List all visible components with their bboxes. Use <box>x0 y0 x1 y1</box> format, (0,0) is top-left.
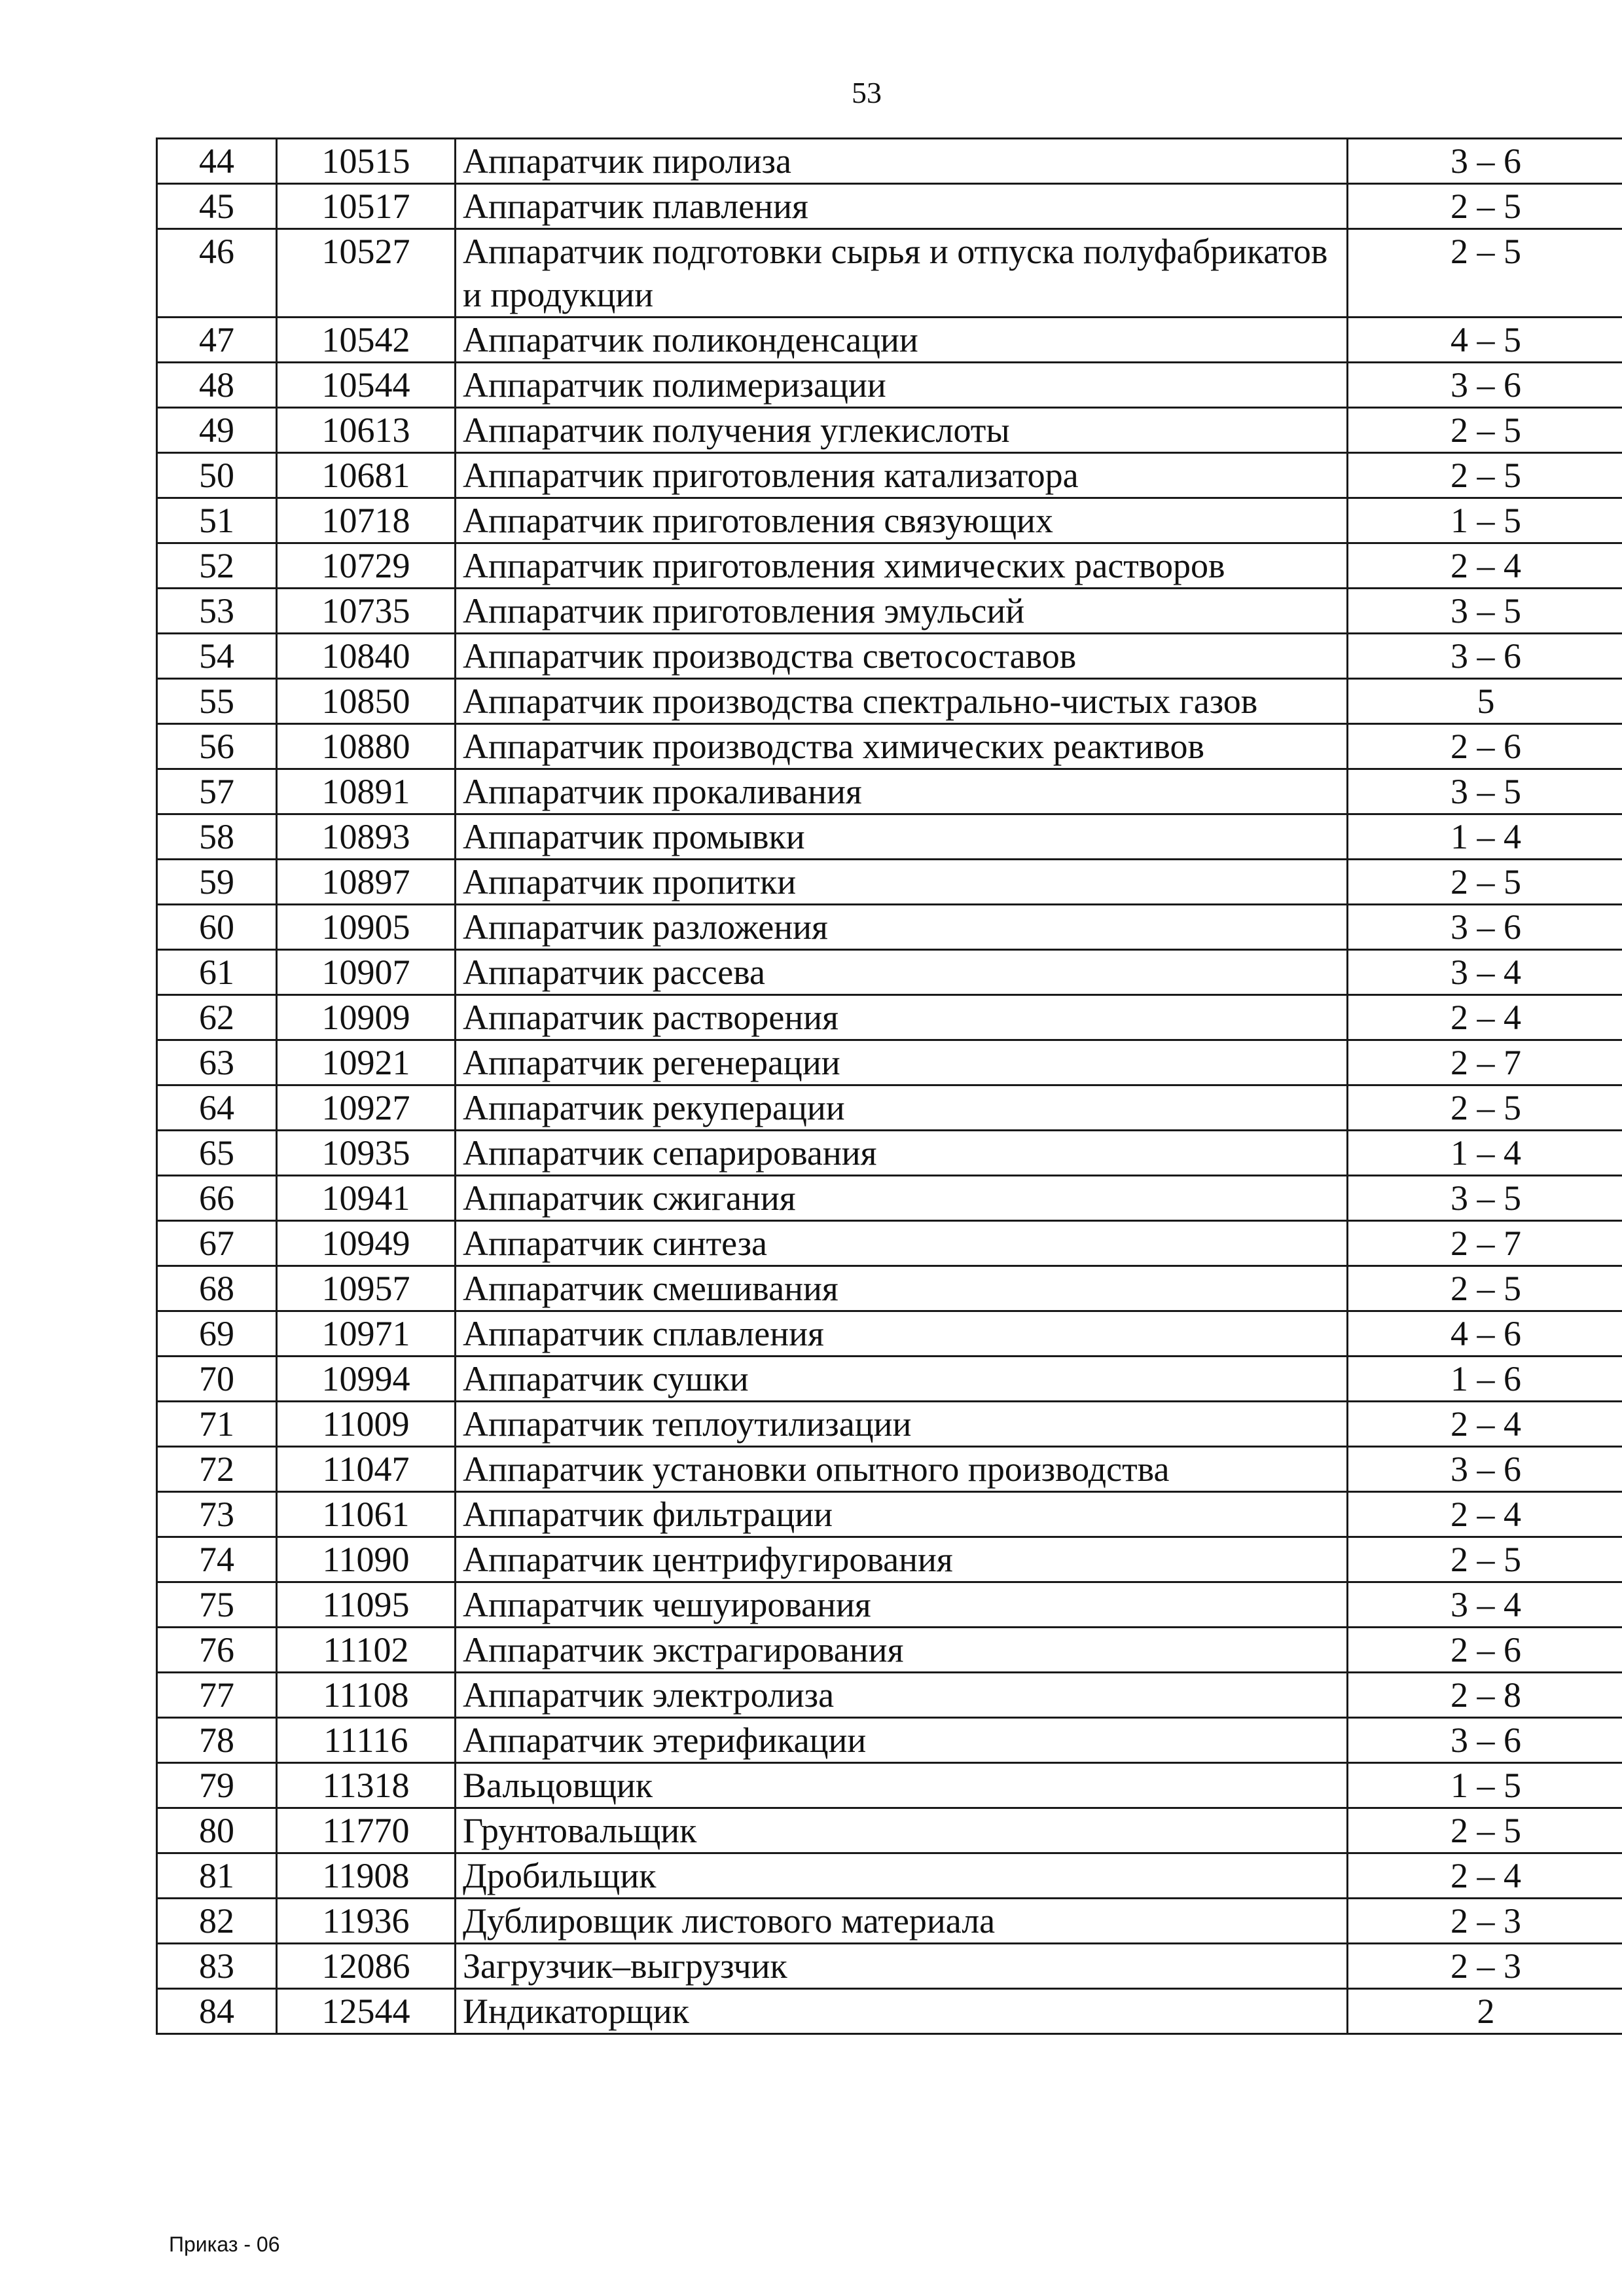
row-number-cell: 63 <box>157 1040 277 1085</box>
profession-code-cell: 11061 <box>277 1492 456 1537</box>
grade-range-cell: 1 – 5 <box>1348 498 1622 543</box>
table-row <box>157 1266 1622 1311</box>
grade-range-cell: 2 – 6 <box>1348 724 1622 769</box>
profession-code-cell: 10905 <box>277 905 456 950</box>
table-row <box>157 318 1622 363</box>
profession-name-cell: Аппаратчик установки опытного производства <box>456 1447 1348 1492</box>
table-row <box>157 408 1622 453</box>
profession-code-cell: 10542 <box>277 318 456 363</box>
table-row <box>157 1402 1622 1447</box>
table-row <box>157 1131 1622 1176</box>
table-row <box>157 1763 1622 1808</box>
table-row <box>157 1673 1622 1718</box>
profession-code-cell: 12544 <box>277 1989 456 2034</box>
profession-name-cell: Аппаратчик растворения <box>456 995 1348 1040</box>
grade-range-cell: 2 – 5 <box>1348 1085 1622 1131</box>
table-row <box>157 498 1622 543</box>
profession-code-cell: 12086 <box>277 1944 456 1989</box>
table-body <box>157 139 1622 2034</box>
grade-range-cell: 1 – 6 <box>1348 1357 1622 1402</box>
profession-code-cell: 11116 <box>277 1718 456 1763</box>
profession-name-cell: Загрузчик–выгрузчик <box>456 1944 1348 1989</box>
grade-range-cell: 2 – 4 <box>1348 1853 1622 1899</box>
profession-name-cell: Аппаратчик смешивания <box>456 1266 1348 1311</box>
grade-range-cell: 2 – 5 <box>1348 229 1622 318</box>
table-row <box>157 1492 1622 1537</box>
row-number-cell: 59 <box>157 860 277 905</box>
profession-name-cell: Аппаратчик рассева <box>456 950 1348 995</box>
table-row <box>157 1357 1622 1402</box>
grade-range-cell: 2 – 3 <box>1348 1944 1622 1989</box>
profession-code-cell: 10891 <box>277 769 456 814</box>
profession-code-cell: 10893 <box>277 814 456 860</box>
profession-name-cell: Аппаратчик поликонденсации <box>456 318 1348 363</box>
grade-range-cell: 2 – 3 <box>1348 1899 1622 1944</box>
profession-name-cell: Аппаратчик приготовления эмульсий <box>456 589 1348 634</box>
row-number-cell: 69 <box>157 1311 277 1357</box>
profession-name-cell: Дробильщик <box>456 1853 1348 1899</box>
grade-range-cell: 3 – 6 <box>1348 1718 1622 1763</box>
footer-order-label: Приказ - 06 <box>169 2232 280 2256</box>
profession-code-cell: 11318 <box>277 1763 456 1808</box>
profession-code-cell: 11090 <box>277 1537 456 1582</box>
profession-name-cell: Аппаратчик сплавления <box>456 1311 1348 1357</box>
profession-code-cell: 10729 <box>277 543 456 589</box>
profession-name-cell: Аппаратчик чешуирования <box>456 1582 1348 1628</box>
table-row <box>157 184 1622 229</box>
grade-range-cell: 2 – 4 <box>1348 1402 1622 1447</box>
row-number-cell: 49 <box>157 408 277 453</box>
row-number-cell: 81 <box>157 1853 277 1899</box>
profession-code-cell: 10544 <box>277 363 456 408</box>
row-number-cell: 56 <box>157 724 277 769</box>
profession-name-cell: Аппаратчик теплоутилизации <box>456 1402 1348 1447</box>
profession-code-cell: 10935 <box>277 1131 456 1176</box>
profession-code-cell: 10927 <box>277 1085 456 1131</box>
profession-code-cell: 11936 <box>277 1899 456 1944</box>
profession-name-cell: Аппаратчик этерификации <box>456 1718 1348 1763</box>
profession-code-cell: 11102 <box>277 1628 456 1673</box>
row-number-cell: 55 <box>157 679 277 724</box>
row-number-cell: 79 <box>157 1763 277 1808</box>
grade-range-cell: 2 – 5 <box>1348 453 1622 498</box>
profession-name-cell: Аппаратчик фильтрации <box>456 1492 1348 1537</box>
grade-range-cell: 2 – 7 <box>1348 1040 1622 1085</box>
grade-range-cell: 5 <box>1348 679 1622 724</box>
profession-name-cell: Аппаратчик приготовления связующих <box>456 498 1348 543</box>
grade-range-cell: 2 – 4 <box>1348 543 1622 589</box>
table-row <box>157 634 1622 679</box>
profession-code-cell: 10850 <box>277 679 456 724</box>
row-number-cell: 84 <box>157 1989 277 2034</box>
profession-name-cell: Грунтовальщик <box>456 1808 1348 1853</box>
profession-code-cell: 10971 <box>277 1311 456 1357</box>
table-row <box>157 1944 1622 1989</box>
grade-range-cell: 2 – 4 <box>1348 995 1622 1040</box>
profession-code-cell: 10994 <box>277 1357 456 1402</box>
grade-range-cell: 3 – 4 <box>1348 950 1622 995</box>
table-row <box>157 1537 1622 1582</box>
table-row <box>157 1040 1622 1085</box>
table-row <box>157 1311 1622 1357</box>
profession-name-cell: Аппаратчик производства светосоставов <box>456 634 1348 679</box>
profession-name-cell: Аппаратчик регенерации <box>456 1040 1348 1085</box>
grade-range-cell: 3 – 5 <box>1348 1176 1622 1221</box>
table-row <box>157 453 1622 498</box>
professions-table <box>156 137 1622 2035</box>
row-number-cell: 50 <box>157 453 277 498</box>
grade-range-cell: 4 – 6 <box>1348 1311 1622 1357</box>
table-row <box>157 1085 1622 1131</box>
row-number-cell: 62 <box>157 995 277 1040</box>
table-row <box>157 1221 1622 1266</box>
profession-code-cell: 11047 <box>277 1447 456 1492</box>
row-number-cell: 66 <box>157 1176 277 1221</box>
row-number-cell: 64 <box>157 1085 277 1131</box>
row-number-cell: 57 <box>157 769 277 814</box>
row-number-cell: 71 <box>157 1402 277 1447</box>
profession-name-cell: Вальцовщик <box>456 1763 1348 1808</box>
table-row <box>157 1899 1622 1944</box>
profession-code-cell: 10957 <box>277 1266 456 1311</box>
profession-code-cell: 10897 <box>277 860 456 905</box>
table-row <box>157 905 1622 950</box>
profession-code-cell: 10907 <box>277 950 456 995</box>
table-row <box>157 814 1622 860</box>
profession-name-cell: Аппаратчик экстрагирования <box>456 1628 1348 1673</box>
row-number-cell: 47 <box>157 318 277 363</box>
row-number-cell: 58 <box>157 814 277 860</box>
profession-name-cell: Аппаратчик производства химических реактивов <box>456 724 1348 769</box>
grade-range-cell: 3 – 5 <box>1348 589 1622 634</box>
grade-range-cell: 2 – 5 <box>1348 1537 1622 1582</box>
profession-name-cell: Аппаратчик электролиза <box>456 1673 1348 1718</box>
profession-name-cell: Дублировщик листового материала <box>456 1899 1348 1944</box>
profession-name-cell: Аппаратчик синтеза <box>456 1221 1348 1266</box>
grade-range-cell: 3 – 6 <box>1348 905 1622 950</box>
grade-range-cell: 2 – 8 <box>1348 1673 1622 1718</box>
table-row <box>157 1176 1622 1221</box>
profession-code-cell: 11009 <box>277 1402 456 1447</box>
row-number-cell: 72 <box>157 1447 277 1492</box>
row-number-cell: 44 <box>157 139 277 184</box>
profession-code-cell: 10735 <box>277 589 456 634</box>
table-row <box>157 679 1622 724</box>
table-row <box>157 1989 1622 2034</box>
row-number-cell: 80 <box>157 1808 277 1853</box>
grade-range-cell: 2 – 6 <box>1348 1628 1622 1673</box>
profession-name-cell: Аппаратчик приготовления химических растворов <box>456 543 1348 589</box>
profession-code-cell: 11108 <box>277 1673 456 1718</box>
grade-range-cell: 3 – 4 <box>1348 1582 1622 1628</box>
profession-code-cell: 10527 <box>277 229 456 318</box>
row-number-cell: 65 <box>157 1131 277 1176</box>
table-row <box>157 1853 1622 1899</box>
profession-code-cell: 10718 <box>277 498 456 543</box>
row-number-cell: 68 <box>157 1266 277 1311</box>
grade-range-cell: 2 – 5 <box>1348 184 1622 229</box>
profession-name-cell: Аппаратчик центрифугирования <box>456 1537 1348 1582</box>
table-row <box>157 229 1622 318</box>
profession-name-cell: Аппаратчик сушки <box>456 1357 1348 1402</box>
grade-range-cell: 3 – 5 <box>1348 769 1622 814</box>
profession-code-cell: 10909 <box>277 995 456 1040</box>
grade-range-cell: 3 – 6 <box>1348 363 1622 408</box>
table-row <box>157 1718 1622 1763</box>
table-row <box>157 995 1622 1040</box>
grade-range-cell: 1 – 5 <box>1348 1763 1622 1808</box>
profession-name-cell: Аппаратчик производства спектрально-чистых газов <box>456 679 1348 724</box>
grade-range-cell: 2 – 5 <box>1348 408 1622 453</box>
row-number-cell: 60 <box>157 905 277 950</box>
profession-code-cell: 11770 <box>277 1808 456 1853</box>
table-row <box>157 589 1622 634</box>
profession-code-cell: 10515 <box>277 139 456 184</box>
profession-name-cell: Аппаратчик разложения <box>456 905 1348 950</box>
profession-code-cell: 10517 <box>277 184 456 229</box>
row-number-cell: 46 <box>157 229 277 318</box>
profession-code-cell: 11908 <box>277 1853 456 1899</box>
grade-range-cell: 3 – 6 <box>1348 634 1622 679</box>
row-number-cell: 70 <box>157 1357 277 1402</box>
profession-name-cell: Аппаратчик приготовления катализатора <box>456 453 1348 498</box>
profession-code-cell: 10941 <box>277 1176 456 1221</box>
grade-range-cell: 2 <box>1348 1989 1622 2034</box>
row-number-cell: 52 <box>157 543 277 589</box>
profession-name-cell: Индикаторщик <box>456 1989 1348 2034</box>
row-number-cell: 48 <box>157 363 277 408</box>
grade-range-cell: 2 – 7 <box>1348 1221 1622 1266</box>
grade-range-cell: 3 – 6 <box>1348 139 1622 184</box>
profession-code-cell: 10840 <box>277 634 456 679</box>
row-number-cell: 45 <box>157 184 277 229</box>
profession-name-cell: Аппаратчик плавления <box>456 184 1348 229</box>
row-number-cell: 77 <box>157 1673 277 1718</box>
row-number-cell: 75 <box>157 1582 277 1628</box>
profession-code-cell: 10949 <box>277 1221 456 1266</box>
profession-name-cell: Аппаратчик сжигания <box>456 1176 1348 1221</box>
row-number-cell: 82 <box>157 1899 277 1944</box>
grade-range-cell: 2 – 5 <box>1348 1266 1622 1311</box>
grade-range-cell: 3 – 6 <box>1348 1447 1622 1492</box>
table-row <box>157 139 1622 184</box>
row-number-cell: 74 <box>157 1537 277 1582</box>
profession-code-cell: 10921 <box>277 1040 456 1085</box>
table-row <box>157 950 1622 995</box>
table-row <box>157 769 1622 814</box>
profession-name-cell: Аппаратчик прокаливания <box>456 769 1348 814</box>
row-number-cell: 76 <box>157 1628 277 1673</box>
grade-range-cell: 2 – 5 <box>1348 1808 1622 1853</box>
table-row <box>157 543 1622 589</box>
row-number-cell: 73 <box>157 1492 277 1537</box>
row-number-cell: 83 <box>157 1944 277 1989</box>
grade-range-cell: 1 – 4 <box>1348 814 1622 860</box>
table-row <box>157 1582 1622 1628</box>
grade-range-cell: 1 – 4 <box>1348 1131 1622 1176</box>
profession-name-cell: Аппаратчик рекуперации <box>456 1085 1348 1131</box>
table-row <box>157 860 1622 905</box>
table-row <box>157 1628 1622 1673</box>
grade-range-cell: 2 – 5 <box>1348 860 1622 905</box>
profession-name-cell: Аппаратчик пропитки <box>456 860 1348 905</box>
profession-name-cell: Аппаратчик пиролиза <box>456 139 1348 184</box>
row-number-cell: 78 <box>157 1718 277 1763</box>
profession-code-cell: 10613 <box>277 408 456 453</box>
grade-range-cell: 2 – 4 <box>1348 1492 1622 1537</box>
row-number-cell: 51 <box>157 498 277 543</box>
page-number: 53 <box>852 76 882 109</box>
table-row <box>157 1447 1622 1492</box>
row-number-cell: 61 <box>157 950 277 995</box>
profession-code-cell: 10880 <box>277 724 456 769</box>
grade-range-cell: 4 – 5 <box>1348 318 1622 363</box>
row-number-cell: 67 <box>157 1221 277 1266</box>
table-row <box>157 724 1622 769</box>
profession-name-cell: Аппаратчик подготовки сырья и отпуска полуфабрикатов и продукции <box>456 229 1348 318</box>
row-number-cell: 53 <box>157 589 277 634</box>
table-row <box>157 1808 1622 1853</box>
profession-name-cell: Аппаратчик сепарирования <box>456 1131 1348 1176</box>
table-row <box>157 363 1622 408</box>
profession-code-cell: 11095 <box>277 1582 456 1628</box>
profession-name-cell: Аппаратчик получения углекислоты <box>456 408 1348 453</box>
row-number-cell: 54 <box>157 634 277 679</box>
profession-code-cell: 10681 <box>277 453 456 498</box>
profession-name-cell: Аппаратчик промывки <box>456 814 1348 860</box>
profession-name-cell: Аппаратчик полимеризации <box>456 363 1348 408</box>
